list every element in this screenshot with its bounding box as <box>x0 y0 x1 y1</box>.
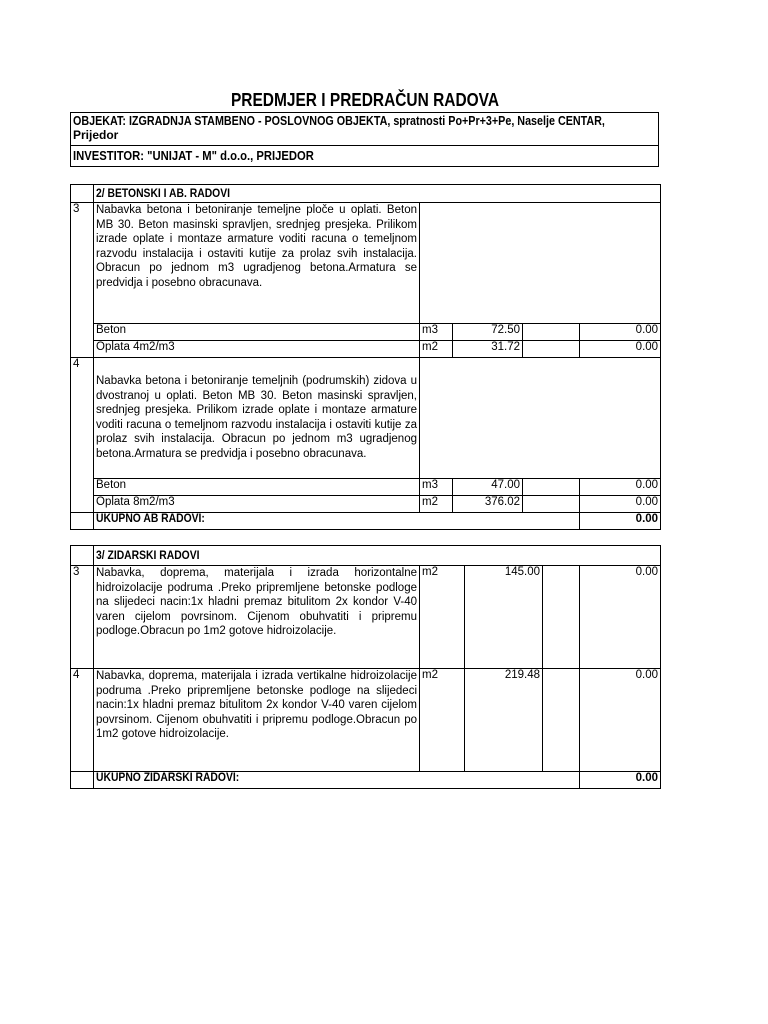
row-price <box>523 341 580 358</box>
row-name: Beton <box>94 324 420 341</box>
table-row <box>71 324 661 341</box>
row-unit: m2 <box>420 496 453 513</box>
row-name: Oplata 8m2/m3 <box>94 496 420 513</box>
objekat-line <box>71 113 658 146</box>
section-total-label: UKUPNO AB RADOVI: <box>96 513 205 525</box>
section-title: 3/ ZIDARSKI RADOVI <box>96 549 200 562</box>
table-row <box>71 479 661 496</box>
row-total: 0.00 <box>580 496 661 513</box>
section-total-value: 0.00 <box>580 772 661 789</box>
table-row <box>71 669 661 772</box>
section-total-value: 0.00 <box>580 513 661 530</box>
section-total-row <box>71 513 661 530</box>
section-title: 2/ BETONSKI I AB. RADOVI <box>96 187 231 200</box>
section-total-row <box>71 772 661 789</box>
row-price <box>523 479 580 496</box>
row-total: 0.00 <box>580 669 661 772</box>
row-name: Beton <box>94 479 420 496</box>
row-price <box>523 496 580 513</box>
objekat-text: OBJEKAT: IZGRADNJA STAMBENO - POSLOVNOG OBJEKTA, spratnosti Po+Pr+3+Pe, Naselje CENTAR, <box>73 114 605 128</box>
table-row <box>71 358 661 479</box>
section-title-row <box>71 185 661 203</box>
item-description: Nabavka betona i betoniranje temeljne ploče u oplati. Beton MB 30. Beton masinski spravljen, srednjeg presjeka. Prilikom izrade oplate i montaze armature voditi racuna o temeljnom razvodu instalacija i ostaviti kutije za prolaz svih instalacija. Obracun po jednom m3 ugradjenog betona.Armatura se predvidja i posebno obracunava. <box>94 203 420 324</box>
row-unit: m3 <box>420 324 453 341</box>
section-total-label: UKUPNO ZIDARSKI RADOVI: <box>96 772 240 784</box>
row-qty: 219.48 <box>465 669 543 772</box>
investitor-text: INVESTITOR: "UNIJAT - M" d.o.o., PRIJEDOR <box>73 149 314 163</box>
item-description: Nabavka, doprema, materijala i izrada vertikalne hidroizolacije podruma .Preko pripremljene betonske podloge na slijedeci nacin:1x hladni premaz bitulitom 2x kondor V-40 varen cijelom povrsinom. Cijenom obuhvatiti i pripremu podloge.Obracun po 1m2 gotove hidroizolacije. <box>94 669 420 772</box>
section-title-row <box>71 546 661 566</box>
row-price <box>523 324 580 341</box>
row-price <box>543 566 580 669</box>
row-price <box>543 669 580 772</box>
row-qty: 47.00 <box>453 479 523 496</box>
table-row <box>71 341 661 358</box>
row-unit: m2 <box>420 669 465 772</box>
project-header <box>70 112 659 167</box>
row-qty: 376.02 <box>453 496 523 513</box>
row-unit: m3 <box>420 479 453 496</box>
section-betonski-table <box>70 184 661 530</box>
item-index: 3 <box>71 203 94 358</box>
row-total: 0.00 <box>580 324 661 341</box>
table-row <box>71 566 661 669</box>
row-name: Oplata 4m2/m3 <box>94 341 420 358</box>
objekat-city: Prijedor <box>73 128 119 142</box>
investitor-line <box>71 146 658 166</box>
table-row <box>71 496 661 513</box>
row-qty: 72.50 <box>453 324 523 341</box>
row-total: 0.00 <box>580 566 661 669</box>
item-index: 4 <box>71 669 94 772</box>
table-row <box>71 203 661 324</box>
item-index: 4 <box>71 358 94 513</box>
row-unit: m2 <box>420 566 465 669</box>
row-qty: 31.72 <box>453 341 523 358</box>
row-unit: m2 <box>420 341 453 358</box>
item-description: Nabavka betona i betoniranje temeljnih (podrumskih) zidova u dvostranoj u oplati. Beton MB 30. Beton masinski spravljen, srednjeg presjeka. Prilikom izrade oplate i montaze armature voditi racuna o temeljnom razvodu instalacija i ostaviti kutije za prolaz svih instalacija. Obracun po jednom m3 ugradjenog betona.Armatura se predvidja i posebno obracunava. <box>94 358 420 479</box>
item-description: Nabavka, doprema, materijala i izrada horizontalne hidroizolacije podruma .Preko pripremljene betonske podloge na slijedeci nacin:1x hladni premaz bitulitom 2x kondor V-40 varen cijelom povrsinom. Cijenom obuhvatiti i pripremu podloge.Obracun po 1m2 gotove hidroizolacije. <box>94 566 420 669</box>
row-total: 0.00 <box>580 479 661 496</box>
section-zidarski-table <box>70 545 661 789</box>
row-qty: 145.00 <box>465 566 543 669</box>
document-title: PREDMJER I PREDRAČUN RADOVA <box>230 90 500 110</box>
row-total: 0.00 <box>580 341 661 358</box>
item-index: 3 <box>71 566 94 669</box>
